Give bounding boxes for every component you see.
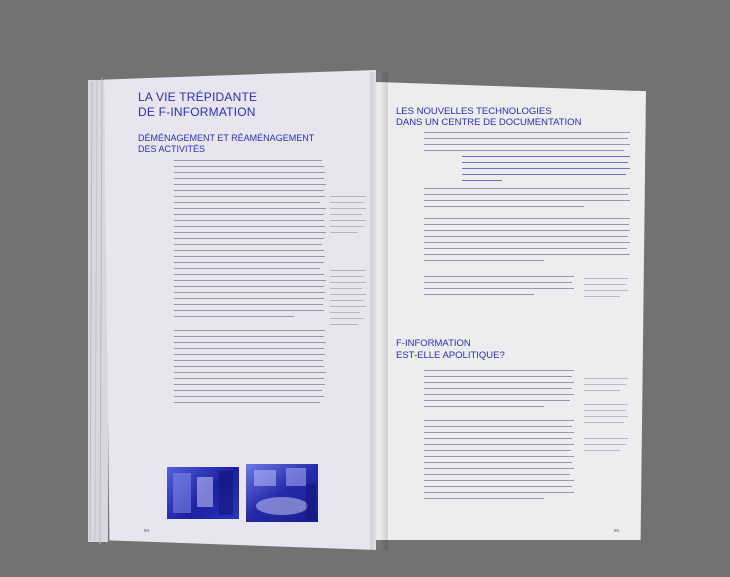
right-title-line1: LES NOUVELLES TECHNOLOGIES [396,106,552,117]
right-section2-line2: EST-ELLE APOLITIQUE? [396,350,505,361]
left-title-line1: LA VIE TRÉPIDANTE [138,90,258,104]
left-page-number: 94 [144,528,150,533]
interior-photo-1 [167,467,239,519]
left-subtitle-line1: DÉMÉNAGEMENT ET RÉAMÉNAGEMENT [138,133,315,143]
left-title-line2: DE F-INFORMATION [138,105,256,119]
right-title-line2: DANS UN CENTRE DE DOCUMENTATION [396,117,582,128]
book-gutter [370,72,388,550]
right-section2-line1: F-INFORMATION [396,338,471,349]
left-subtitle-line2: DES ACTIVITÉS [138,144,206,154]
interior-photo-2 [246,464,318,522]
right-page-number: 95 [614,528,620,533]
